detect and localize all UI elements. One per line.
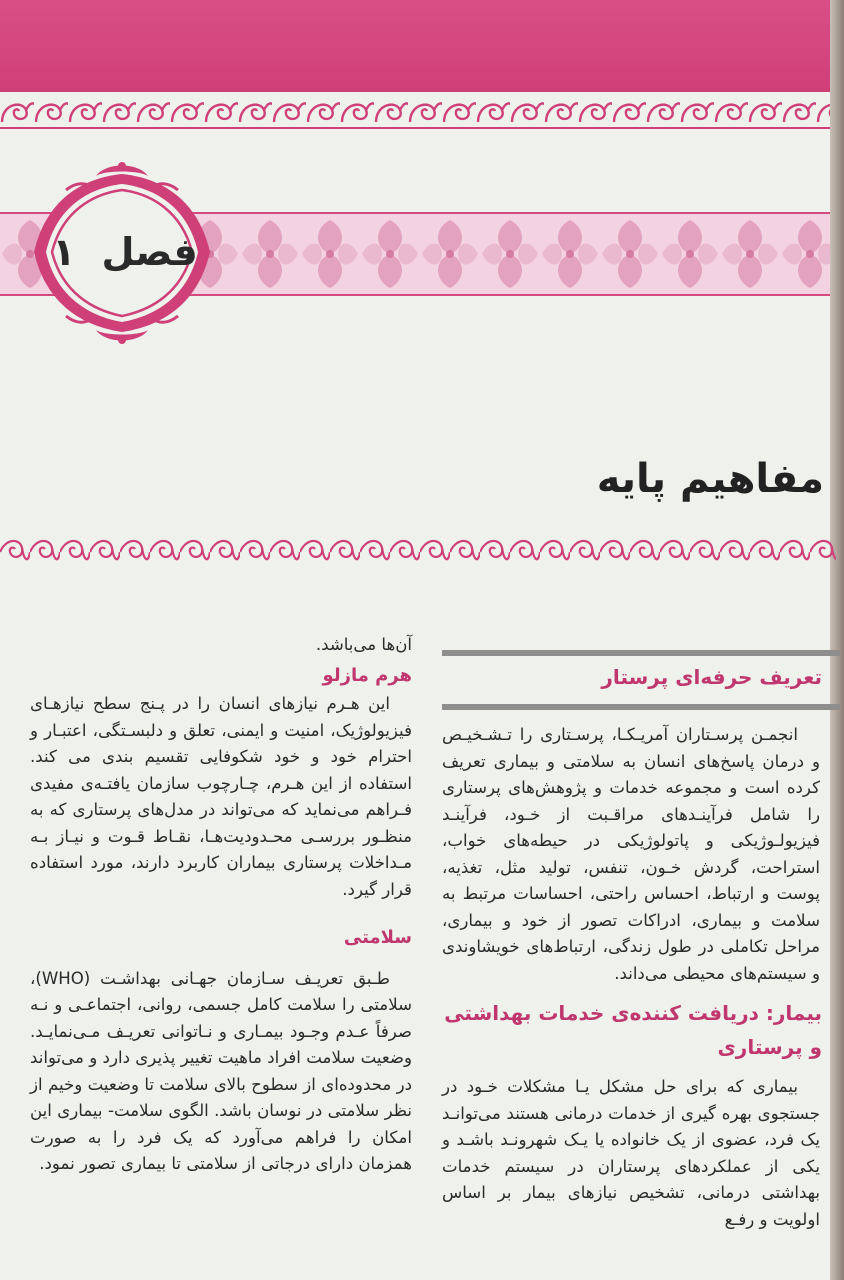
continuation-text: آن‌ها می‌باشد.	[315, 635, 412, 654]
chapter-word: فصل	[101, 230, 198, 274]
paragraph-patient: بیماری که برای حل مشکل یـا مشکلات خـود در جستجوی بهره گیری از خدمات درمانی هستند می‌توانـد یک فرد، عضوی از یک خانواده یا یـک شهرونـد باشـد و یکی از عملکردهای پرستاران در سیستم خدمات بهداشتی درمانی، تشخیص نیازهای بیمار بر اساس اولویت و رفـع	[442, 1077, 820, 1229]
heading-health: سلامتی	[343, 927, 412, 948]
right-column-body-2	[442, 1074, 820, 1233]
mid-scroll-ornament	[0, 532, 836, 572]
top-color-band	[0, 0, 830, 92]
paragraph-maslow: این هـرم نیازهای انسان را در پـنج سطح نیازهـای فیزیولوژیک، امنیت و ایمنی، تعلق و دلبسـتگی، اعتبـار و احترام خود و خود شکوفایی تقسیم بندی می کند. استفاده از این هـرم، چـارچوب سازمان یافتـه‌ی مفیدی فـراهم می‌نماید که می‌تواند در مدل‌های پرستاری که به منظـور بررسـی محـدودیت‌هـا، نقـاط قـوت و نیـاز بـه مـداخلات پرستاری بیماران کاربرد دارند، مورد استفاده قرار گیرد.	[30, 694, 412, 899]
heading-maslow: هرم مازلو	[322, 664, 412, 686]
scroll-ornament-svg	[0, 92, 830, 132]
top-scroll-ornament	[0, 92, 830, 132]
paragraph-health: طـبق تعریـف سـازمان جهـانی بهداشـت (WHO)، سلامتی را سلامت کامل جسمی، روانی، اجتماعـی و نـه صرفاً عـدم وجـود بیمـاری و نـاتوانی تعریـف مـی‌نمایـد. وضعیت سلامت افراد ماهیت تغییر پذیری دارد و می‌تواند در محدوده‌ای از سطوح بالای سلامت تا وضعیت وخیم از نظر سلامتی در نوسان باشد. الگوی سلامت- بیماری این امکان را فراهم می‌آورد که یک فرد را به صورت همزمان دارای درجاتی از سلامتی تا بیماری تصور نمود.	[30, 968, 412, 1173]
section-divider-bottom	[442, 704, 840, 710]
chapter-number: ۱	[52, 230, 76, 274]
wave-ornament-svg	[0, 532, 836, 572]
section-heading-patient: بیمار: دریافت کننده‌ی خدمات بهداشتی و پرستاری	[444, 1001, 822, 1059]
page-edge-shadow	[830, 0, 844, 1280]
left-column	[30, 632, 412, 1178]
paragraph-nurse-definition: انجمـن پرسـتاران آمریـکـا، پرسـتاری را تـشـخیـص و درمان پاسخ‌های انسان به سلامتی و بیماری تعریف کرده است و مجموعه خدمات و پژوهش‌های پرستاری را شامل فرآینـدهای مراقـبت از خـود، فرآینـد فیزیولـوژیکی و پاتولوژیکی در حیطه‌های خواب، استراحت، گردش خـون، تنفس، تولید مثل، تغذیه، پوست و ارتباط، احساس راحتی، احساسات مرتبط به سلامت و بیماری، ادراکات تصور از خود و بیماری، مراحل تکاملی در طول زندگی، ارتباط‌های خویشاوندی و سیستم‌های محیطی می‌داند.	[442, 725, 820, 983]
page-title: مفاهیم پایه	[596, 456, 824, 502]
section-heading-nurse-definition: تعریف حرفه‌ای پرستار	[601, 665, 822, 689]
chapter-label	[40, 222, 210, 282]
section-divider-top	[442, 650, 840, 656]
right-column-body-1	[442, 722, 820, 987]
